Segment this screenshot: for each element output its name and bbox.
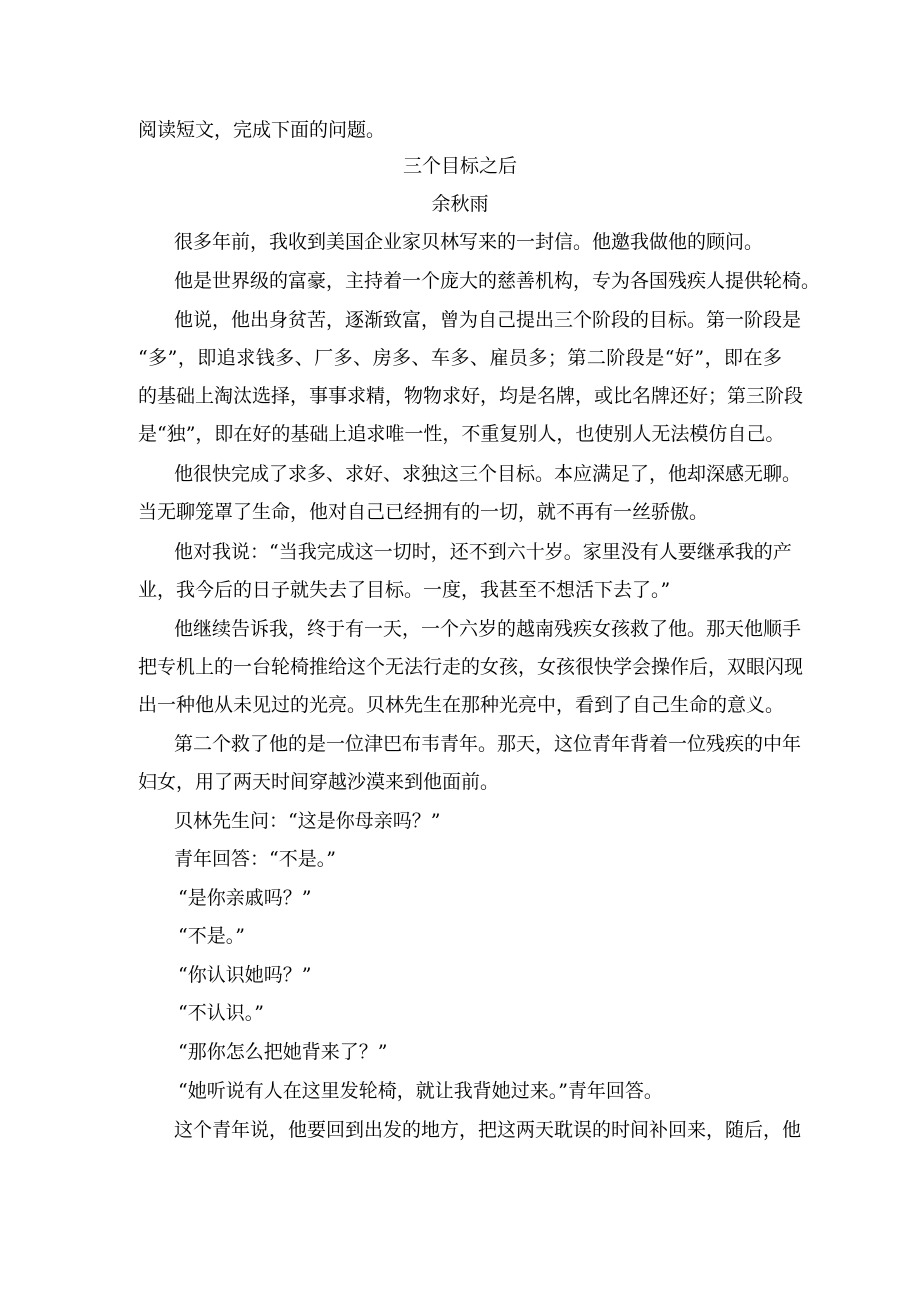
dialogue-line: “那你怎么把她背来了？” [178, 1041, 388, 1063]
paragraph-line: 是“独”，即在好的基础上追求唯一性，不重复别人，也使别人无法模仿自己。 [138, 423, 785, 445]
dialogue-line: “她听说有人在这里发轮椅，就让我背她过来。”青年回答。 [178, 1080, 663, 1102]
dialogue-line: “是你亲戚吗？” [178, 887, 312, 909]
dialogue-line: “你认识她吗？” [178, 964, 312, 986]
paragraph-line: 他说，他出身贫苦，逐渐致富，曾为自己提出三个阶段的目标。第一阶段是 [174, 309, 802, 331]
dialogue-line: 青年回答：“不是。” [174, 848, 336, 870]
paragraph-line: 他继续告诉我，终于有一天，一个六岁的越南残疾女孩救了他。那天他顺手 [174, 618, 802, 640]
instruction-text: 阅读短文，完成下面的问题。 [138, 119, 386, 141]
paragraph-line: 当无聊笼罩了生命，他对自己已经拥有的一切，就不再有一丝骄傲。 [138, 501, 709, 523]
dialogue-line: “不是。” [178, 925, 245, 947]
article-title: 三个目标之后 [402, 155, 517, 177]
dialogue-line: “不认识。” [178, 1002, 264, 1024]
paragraph-line: 很多年前，我收到美国企业家贝林写来的一封信。他邀我做他的顾问。 [174, 231, 764, 253]
paragraph-line: 第二个救了他的是一位津巴布韦青年。那天，这位青年背着一位残疾的中年 [174, 733, 802, 755]
paragraph-line: “多”，即追求钱多、厂多、房多、车多、雇员多；第二阶段是“好”，即在多 [138, 347, 782, 369]
paragraph-line: 他对我说：“当我完成这一切时，还不到六十岁。家里没有人要继承我的产 [174, 541, 792, 563]
dialogue-line: 贝林先生问：“这是你母亲吗？” [174, 810, 441, 832]
paragraph-line: 把专机上的一台轮椅推给这个无法行走的女孩，女孩很快学会操作后，双眼闪现 [138, 656, 804, 678]
paragraph-line: 业，我今后的日子就失去了目标。一度，我甚至不想活下去了。” [138, 579, 671, 601]
paragraph-line: 他是世界级的富豪，主持着一个庞大的慈善机构，专为各国残疾人提供轮椅。 [174, 270, 821, 292]
paragraph-line: 的基础上淘汰选择，事事求精，物物求好，均是名牌，或比名牌还好；第三阶段 [138, 385, 804, 407]
paragraph-line: 妇女，用了两天时间穿越沙漠来到他面前。 [138, 771, 500, 793]
article-author: 余秋雨 [431, 193, 489, 215]
paragraph-line: 这个青年说，他要回到出发的地方，把这两天耽误的时间补回来，随后，他 [174, 1119, 802, 1141]
paragraph-line: 出一种他从未见过的光亮。贝林先生在那种光亮中，看到了自己生命的意义。 [138, 694, 785, 716]
paragraph-line: 他很快完成了求多、求好、求独这三个目标。本应满足了，他却深感无聊。 [174, 463, 802, 485]
